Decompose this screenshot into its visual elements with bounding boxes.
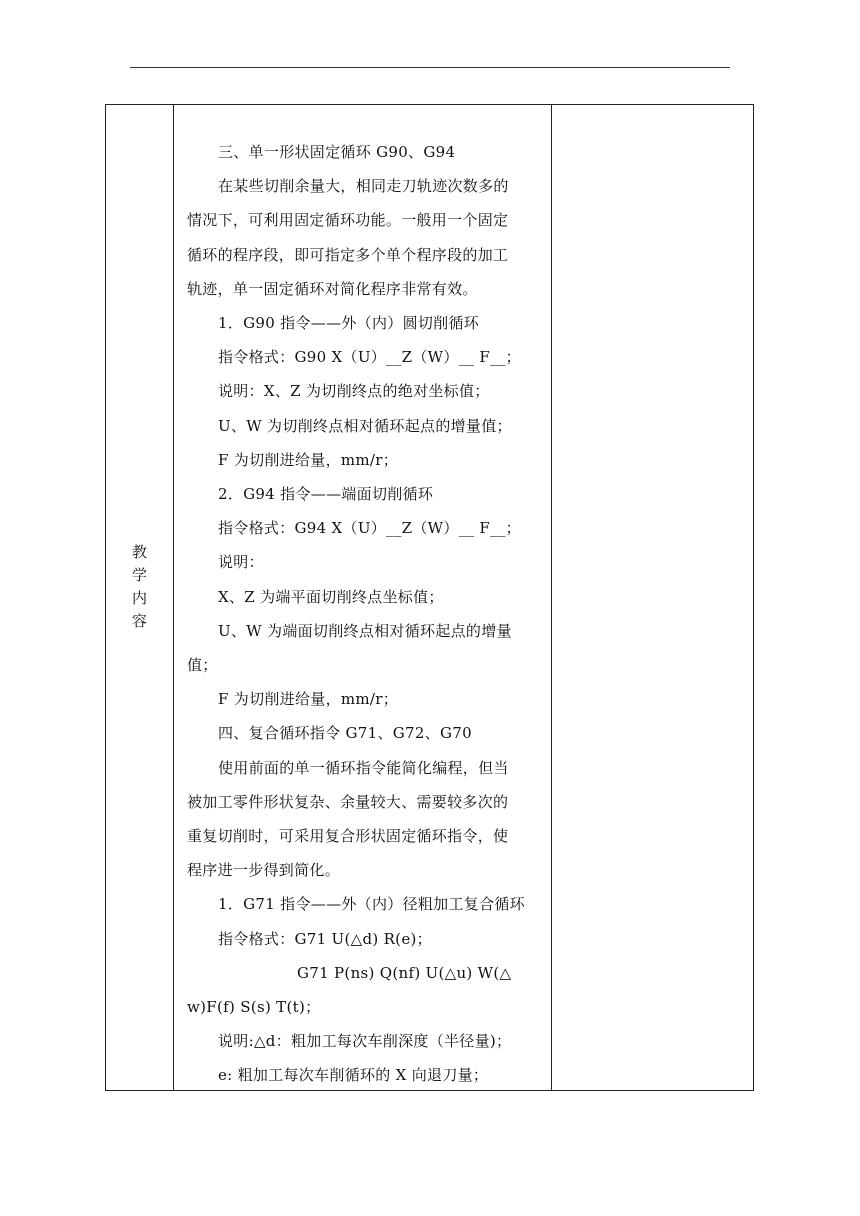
content-line: 指令格式：G94 X（U）__Z（W）__ F__； [218, 519, 521, 538]
content-line: G71 P(ns) Q(nf) U(△u) W(△ [297, 963, 512, 982]
content-line: 重复切削时，可采用复合形状固定循环指令，使 [187, 827, 509, 846]
content-line: 说明:△d：粗加工每次车削深度（半径量)； [218, 1032, 512, 1051]
content-line: U、W 为端面切削终点相对循环起点的增量 [218, 621, 512, 640]
content-line: 四、复合循环指令 G71、G72、G70 [218, 724, 472, 743]
content-line: F 为切削进给量，mm/r； [218, 690, 399, 709]
lesson-table [105, 104, 754, 1091]
content-line: U、W 为切削终点相对循环起点的增量值； [218, 416, 512, 435]
content-line: 值； [187, 656, 218, 675]
content-cell [187, 135, 547, 1093]
content-line: 使用前面的单一循环指令能简化编程，但当 [218, 758, 509, 777]
column-divider-left [173, 105, 174, 1090]
section-label-teaching-content [106, 541, 173, 633]
content-line: 被加工零件形状复杂、余量较大、需要较多次的 [187, 792, 509, 811]
content-line: F 为切削进给量，mm/r； [218, 450, 399, 469]
content-line: 三、单一形状固定循环 G90、G94 [218, 143, 456, 161]
content-line: 程序进一步得到简化。 [187, 861, 341, 880]
content-line: 指令格式：G71 U(△d) R(e)； [218, 929, 432, 948]
content-line: 说明： [218, 553, 264, 572]
column-divider-right [551, 105, 552, 1090]
content-line: e: 粗加工每次车削循环的 X 向退刀量； [218, 1066, 489, 1085]
content-line: 2．G94 指令——端面切削循环 [218, 485, 434, 504]
section-label-char: 容 [131, 612, 147, 630]
section-label-char: 学 [131, 566, 147, 584]
content-line: 轨迹，单一固定循环对简化程序非常有效。 [187, 279, 478, 298]
content-line: 1．G71 指令——外（内）径粗加工复合循环 [218, 895, 525, 914]
section-label-char: 教 [131, 543, 147, 561]
content-line: 在某些切削余量大，相同走刀轨迹次数多的 [218, 177, 509, 196]
content-line: X、Z 为端平面切削终点坐标值； [218, 587, 444, 606]
content-line: 说明：X、Z 为切削终点的绝对坐标值； [218, 382, 490, 401]
section-label-char: 内 [131, 589, 147, 607]
header-rule [130, 67, 730, 68]
content-line: 循环的程序段，即可指定多个单个程序段的加工 [187, 245, 509, 264]
content-line: 1．G90 指令——外（内）圆切削循环 [218, 314, 480, 333]
content-line: w)F(f) S(s) T(t)； [187, 998, 321, 1017]
content-line: 情况下，可利用固定循环功能。一般用一个固定 [187, 211, 509, 230]
content-line: 指令格式：G90 X（U）__Z（W）__ F__； [218, 348, 521, 367]
